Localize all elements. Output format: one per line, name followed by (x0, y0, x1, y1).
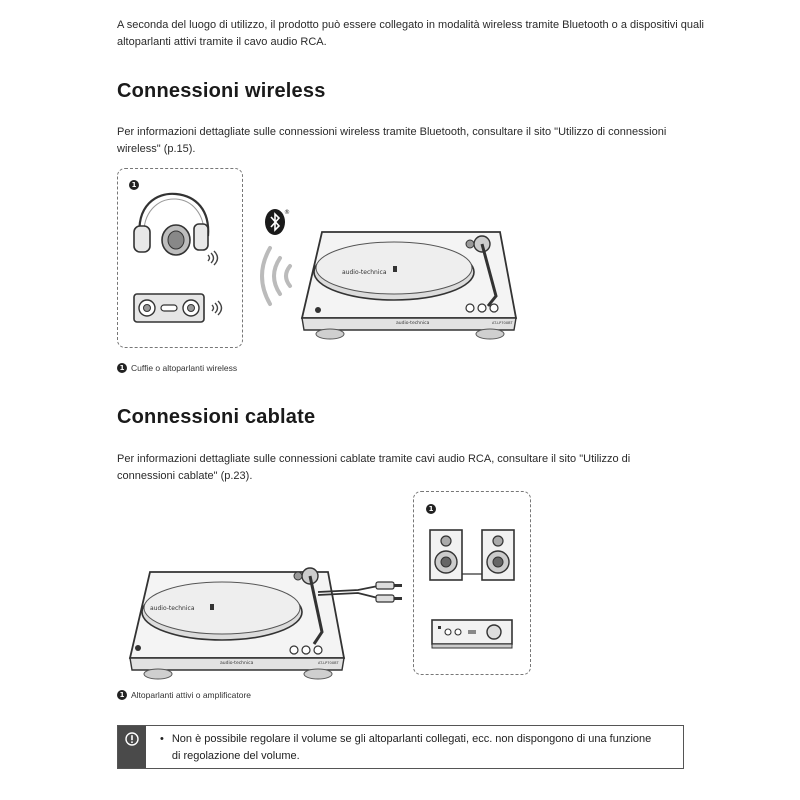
wireless-heading: Connessioni wireless (117, 80, 326, 102)
note-box (117, 725, 684, 769)
note-text-row (146, 726, 670, 768)
wired-caption-text: Altoparlanti attivi o amplificatore (131, 690, 252, 700)
wireless-caption (117, 363, 237, 373)
note-icon-cell (118, 726, 146, 768)
wired-turntable-model: AT-LP70XBT (318, 661, 339, 665)
wireless-turntable-model: AT-LP70XBT (492, 321, 513, 325)
wireless-turntable-front-brand: audio-technica (396, 321, 430, 326)
wired-callout-number: 1 (426, 504, 436, 514)
wireless-callout-number: 1 (129, 180, 139, 190)
wired-heading: Connessioni cablate (117, 406, 316, 428)
wired-paragraph: Per informazioni dettagliate sulle connessioni cablate tramite cavi audio RCA, consultare il sito "Utilizzo di connessioni cablate" (p.23). (117, 453, 631, 482)
svg-text:®: ® (284, 209, 290, 216)
wireless-turntable-brand-label: audio-technica (342, 269, 387, 276)
headphones-signal-icon (206, 250, 220, 266)
wireless-speaker-illustration (133, 293, 205, 323)
wired-caption-number: 1 (117, 690, 127, 700)
wired-turntable-illustration (128, 562, 350, 682)
speaker-signal-icon (210, 300, 224, 316)
note-text: Non è possibile regolare il volume se gli altoparlanti collegati, ecc. non dispongono di una funzione di regolazione del volume. (171, 733, 652, 762)
rca-cable-illustration (318, 578, 414, 608)
active-speakers-illustration (426, 524, 520, 588)
note-bullet: • (160, 733, 164, 745)
headphones-illustration (128, 188, 218, 258)
warning-icon (125, 732, 139, 746)
wireless-paragraph: Per informazioni dettagliate sulle connessioni wireless tramite Bluetooth, consultare il sito "Utilizzo di connessioni wireless" (p.15). (117, 126, 667, 155)
wireless-caption-number: 1 (117, 363, 127, 373)
wireless-signal-waves-icon (258, 244, 298, 308)
wireless-turntable-illustration (300, 222, 520, 342)
amplifier-illustration (428, 612, 518, 652)
wired-turntable-brand-label: audio-technica (150, 605, 195, 612)
bluetooth-icon (264, 208, 290, 236)
wired-caption (117, 690, 251, 700)
intro-paragraph: A seconda del luogo di utilizzo, il prodotto può essere collegato in modalità wireless tramite Bluetooth o a dispositivi quali altoparlanti attivi tramite il cavo audio RCA. (117, 19, 705, 48)
wireless-caption-text: Cuffie o altoparlanti wireless (131, 363, 238, 373)
wired-turntable-front-brand: audio-technica (220, 661, 254, 666)
